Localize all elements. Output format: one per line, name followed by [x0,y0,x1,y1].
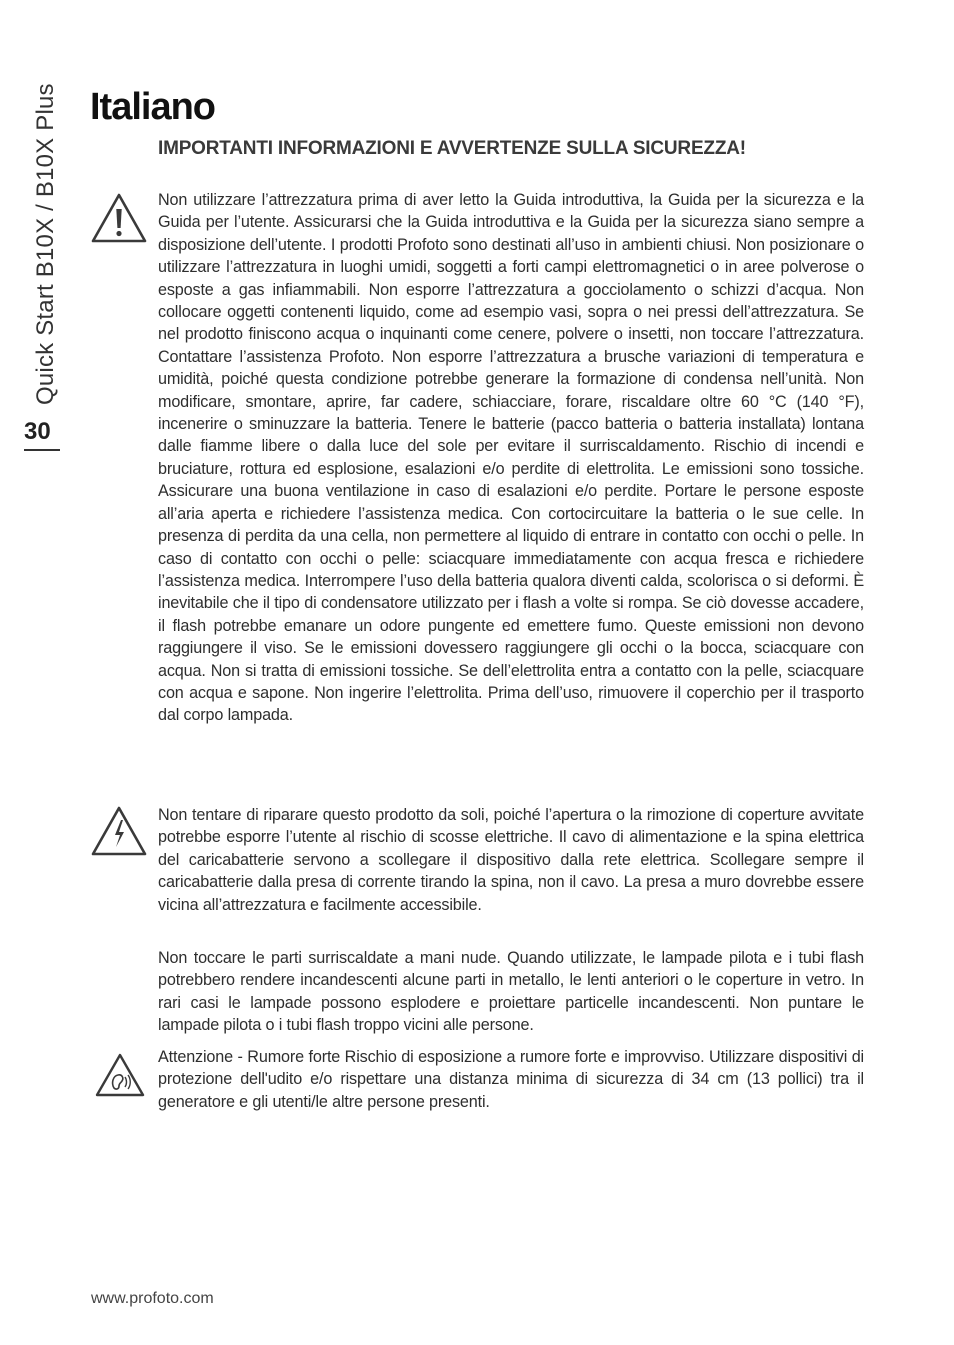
safety-paragraph-hot-parts: Non toccare le parti surriscaldate a mani nude. Quando utilizzate, le lampade pilota e i tubi flash potrebbero rendere incandescenti alcune parti in metallo, le lenti anteriori o le coperture in vetro. In rari casi le lampade possono esplodere e proiettare particelle incandescenti. Non puntare le lampade pilota o i tubi flash troppo vicini alle persone. [158,949,864,1035]
loud-noise-warning-icon [94,1052,146,1098]
page-number: 30 [24,418,51,445]
safety-paragraph-general: Non utilizzare l’attrezzatura prima di aver letto la Guida introduttiva, la Guida per la sicurezza e la Guida per l’utente. Assicurarsi che la Guida introduttiva e la Guida per la sicurezza siano sempre a disposizione dell’utente. I prodotti Profoto sono destinati all’uso in ambienti chiusi. Non posizionare o utilizzare l’attrezzatura in luoghi umidi, soggetti a forti campi elettromagnetici o in aree polverose o esposte a gas infiammabili. Non esporre l’attrezzatura a gocciolamento o schizzi d’acqua. Non collocare oggetti contenenti liquido, come ad esempio vasi, sopra o nei pressi dell’attrezzatura. Se nel prodotto finiscono acqua o inquinanti come cenere, polvere o insetti, non toccare l’attrezzatura. Contattare l’assistenza Profoto. Non esporre l’attrezzatura a brusche variazioni di temperatura e umidità, poiché questa condizione potrebbe generare la formazione di condensa nell’unità. Non modificare, smontare, aprire, far cadere, schiacciare, forare, riscaldare oltre 60 °C (140 °F), incenerire o sminuzzare la batteria. Tenere le batterie (pacco batteria o batteria installata) lontana dalle fiamme libere o dalla luce del sole per evitare il surriscaldamento. Rischio di incendi e bruciature, rottura ed esplosione, esalazioni e/o perdite di elettrolita. Le emissioni sono tossiche. Assicurare una buona ventilazione in caso di esalazioni e/o perdite. Portare le persone esposte all’aria aperta e richiedere l’assistenza medica. Con cortocircuitare la batteria o le sue celle. In presenza di perdita da una cella, non permettere al liquido di entrare in contatto con occhi o pelle. In caso di contatto con occhi o pelle: sciacquare immediatamente con acqua fresca e richiedere l’assistenza medica. Interrompere l’uso della batteria qualora diventi calda, scolorisca o si deformi. È inevitabile che il tipo di condensatore utilizzato per i flash a volte si rompa. Se ciò dovesse accadere, il flash potrebbe emanare un odore pungente ed emettere fumo. Queste emissioni non devono raggiungere il viso. Se le emissioni dovessero raggiungere gli occhi o la bocca, sciacquare con acqua. Non si tratta di emissioni tossiche. Se dell’elettrolita entra a contatto con la pelle, sciacquare con acqua e sapone. Non ingerire l’elettrolita. Prima dell’uso, rimuovere il coperchio per il trasporto dal corpo lampada. [158,191,864,725]
footer-url: www.profoto.com [91,1290,214,1307]
safety-paragraph-noise: Attenzione - Rumore forte Rischio di esposizione a rumore forte e improvviso. Utilizzare dispositivi di protezione dell'udito e/o rispettare una distanza minima di sicurezza di 34 cm (13 pollici) tra il generatore e gli utenti/le altre persone presenti. [158,1048,864,1111]
language-title: Italiano [90,86,216,128]
electric-shock-warning-icon [90,805,148,857]
warning-exclamation-icon [90,192,148,244]
page-number-divider [24,449,60,451]
safety-paragraph-electric: Non tentare di riparare questo prodotto da soli, poiché l’apertura o la rimozione di coperture avvitate potrebbe esporre l’utente al rischio di scosse elettriche. Il cavo di alimentazione e la spina elettrica del caricabatterie servono a scollegare il dispositivo dalla rete elettrica. Scollegare sempre il caricabatterie dalla presa di corrente tirando la spina, non il cavo. La presa a muro dovrebbe essere vicina all’attrezzatura e facilmente accessibile. [158,806,864,914]
product-side-label: Quick Start B10X / B10X Plus [32,83,59,405]
safety-heading: IMPORTANTI INFORMAZIONI E AVVERTENZE SULLA SICUREZZA! [158,138,746,159]
